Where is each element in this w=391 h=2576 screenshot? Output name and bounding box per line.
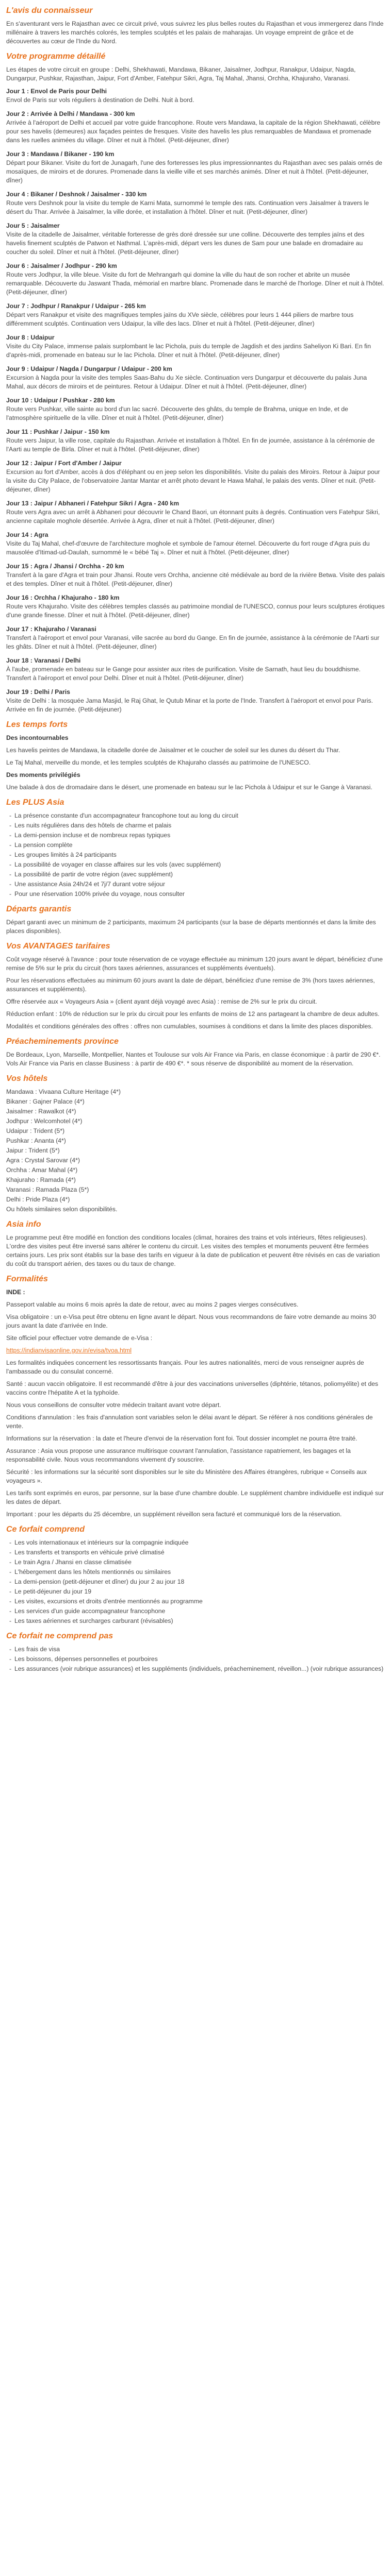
avantages-p5: Modalités et conditions générales des offres : offres non cumulables, soumises à conditions et dans la limite des places disponibles. (6, 1023, 373, 1030)
day-item (6, 688, 385, 714)
day-description: Route vers Jaipur, la ville rose, capitale du Rajasthan. Arrivée et installation à l'hôtel. En fin de journée, assistance à la cérémonie de l'Aarti au temple de Birla. Dîner et nuit à l'hôtel. (Petit-déjeuner, dîner) (6, 437, 375, 453)
day-description: Excursion à Nagda pour la visite des temples Saas-Bahu du Xe siècle. Continuation vers Dungarpur et découverte du palais Juna Mahal, aux décors de miroirs et de peintures. Retour à Udaipur. Dîner et nuit à l'hôtel. (Petit-déjeuner, dîner) (6, 374, 367, 390)
day-item (6, 87, 385, 105)
day-title: Jour 9 : Udaipur / Nagda / Dungarpur / Udaipur - 200 km (6, 365, 172, 372)
departs-text: Départ garanti avec un minimum de 2 participants, maximum 24 participants (sur la base de départs mentionnés et dans la limite des places disponibles). (6, 919, 376, 935)
section-title-formalites: Formalités (6, 1275, 48, 1283)
plus-asia-list (6, 811, 385, 899)
day-description: Arrivée à l'aéroport de Delhi et accueil par votre guide francophone. Route vers Mandawa, la capitale de la région Shekhawati, célèbre pour ses havelis (demeures) aux façades peintes de fresques. Visite des havelis les plus remarquables de Mandawa et promenade dans les ruelles animées du village. Dîner et nuit à l'hôtel. (Petit-déjeuner, dîner) (6, 119, 381, 144)
day-description: Départ vers Ranakpur et visite des magnifiques temples jaïns du XVe siècle, célèbres pour leurs 1 444 piliers de marbre tous différemment sculptés. Continuation vers Udaipur, la ville des lacs. Dîner et nuit à l'hôtel. (Petit-déjeuner, dîner) (6, 311, 354, 327)
section-departs (6, 905, 385, 936)
section-title-avantages: Vos AVANTAGES tarifaires (6, 942, 110, 951)
section-title-departs: Départs garantis (6, 905, 72, 913)
list-item: - Les boissons, dépenses personnelles et pourboires (14, 1655, 385, 1664)
section-comprend (6, 1525, 385, 1625)
section-title-plus-asia: Les PLUS Asia (6, 798, 64, 807)
day-title: Jour 10 : Udaipur / Pushkar - 280 km (6, 397, 115, 404)
list-item: - Les transferts et transports en véhicule privé climatisé (14, 1548, 385, 1557)
day-title: Jour 19 : Delhi / Paris (6, 688, 70, 696)
day-title: Jour 17 : Khajuraho / Varanasi (6, 625, 96, 633)
hotel-item: Pushkar : Ananta (4*) (6, 1137, 66, 1144)
day-description: À l'aube, promenade en bateau sur le Gange pour assister aux rites de purification. Visite de Sarnath, haut lieu du bouddhisme. Transfert à l'aéroport et envol pour Delhi. Dîner et nuit à l'hôtel. (Petit-déjeuner, dîner) (6, 666, 361, 682)
hotels-note: Ou hôtels similaires selon disponibilités. (6, 1206, 118, 1213)
hotel-item: Bikaner : Gajner Palace (4*) (6, 1098, 85, 1105)
day-item (6, 110, 385, 145)
avantages-p1: Coût voyage réservé à l'avance : pour toute réservation de ce voyage effectuée au minimum 120 jours avant le départ, bénéficiez d'une remise de 5% sur le prix du circuit (hors taxes aériennes, assurances et suppléments éventuels). (6, 956, 383, 972)
section-formalites (6, 1275, 385, 1519)
avantages-p4: Réduction enfant : 10% de réduction sur le prix du circuit pour les enfants de moins de 12 ans partageant la chambre de deux adultes. (6, 1010, 380, 1018)
list-item: - La présence constante d'un accompagnateur francophone tout au long du circuit (14, 811, 385, 820)
section-title-hotels: Vos hôtels (6, 1074, 48, 1083)
day-description: Route vers Deshnok pour la visite du temple de Karni Mata, surnommé le temple des rats. Continuation vers Jaisalmer à travers le désert du Thar. Arrivée à Jaisalmer, la ville dorée, et installation à l'hôtel. Dîner et nuit. (Petit-déjeuner, dîner) (6, 199, 369, 215)
hotel-list (6, 1088, 385, 1204)
hotel-item: Orchha : Amar Mahal (4*) (6, 1166, 78, 1174)
section-programme (6, 52, 385, 714)
hotel-item: Delhi : Pride Plaza (4*) (6, 1196, 70, 1203)
day-item (6, 150, 385, 185)
formalites-p11: Les tarifs sont exprimés en euros, par personne, sur la base d'une chambre double. Le supplément chambre individuelle est indiqué sur les dates de départ. (6, 1489, 384, 1505)
avis-text: En s'aventurant vers le Rajasthan avec ce circuit privé, vous suivrez les plus belles routes du Rajasthan et vous immergerez dans l'Inde millénaire à travers les marchés colorés, les temples sculptés et les palais de maharajas. Un voyage empreint de grâce et de découvertes au cœur de l'Inde du Nord. (6, 20, 384, 45)
comprend-pas-list (6, 1645, 385, 1673)
section-temps-forts (6, 720, 385, 792)
temps-forts-p1: Les havelis peintes de Mandawa, la citadelle dorée de Jaisalmer et le coucher de soleil sur les dunes du désert du Thar. (6, 747, 340, 754)
day-description: Départ pour Bikaner. Visite du fort de Junagarh, l'une des forteresses les plus impressionnantes du Rajasthan avec ses palais ornés de mosaïques, de miroirs et de dorures. Promenade dans la vieille ville et ses marchés animés. Dîner et nuit à l'hôtel. (Petit-déjeuner, dîner) (6, 159, 383, 184)
day-description: Route vers Agra avec un arrêt à Abhaneri pour découvrir le Chand Baori, un étonnant puits à degrés. Continuation vers Fatehpur Sikri, ancienne capitale moghole désertée. Arrivée à Agra, dîner et nuit à l'hôtel. (Petit-déjeuner, dîner) (6, 509, 380, 524)
list-item: - Pour une réservation 100% privée du voyage, nous consulter (14, 890, 385, 899)
day-title: Jour 14 : Agra (6, 531, 48, 538)
day-title: Jour 3 : Mandawa / Bikaner - 190 km (6, 150, 115, 158)
formalites-p9: Assurance : Asia vous propose une assurance multirisque couvrant l'annulation, l'assistance rapatriement, les bagages et la responsabilité civile. Nous vous recommandons vivement d'y souscrire. (6, 1447, 351, 1463)
day-title: Jour 4 : Bikaner / Deshnok / Jaisalmer - 330 km (6, 191, 147, 198)
day-description: Route vers Jodhpur, la ville bleue. Visite du fort de Mehrangarh qui domine la ville du haut de son rocher et abrite un musée remarquable. Découverte du Jaswant Thada, mémorial en marbre blanc. Promenade dans le marché de l'horloge. Dîner et nuit à l'hôtel. (Petit-déjeuner, dîner) (6, 271, 384, 296)
list-item: - La possibilité de partir de votre région (avec supplément) (14, 870, 385, 879)
hotel-item: Agra : Crystal Sarovar (4*) (6, 1157, 80, 1164)
section-avantages (6, 942, 385, 1031)
day-item (6, 190, 385, 216)
formalites-p3: Site officiel pour effectuer votre demande de e-Visa : (6, 1334, 153, 1342)
day-item (6, 365, 385, 391)
avantages-p3: Offre réservée aux « Voyageurs Asia » (client ayant déjà voyagé avec Asia) : remise de 2% sur le prix du circuit. (6, 998, 317, 1005)
section-title-temps-forts: Les temps forts (6, 720, 68, 729)
day-title: Jour 12 : Jaipur / Fort d'Amber / Jaipur (6, 460, 122, 467)
day-item (6, 222, 385, 257)
list-item: - Le petit-déjeuner du jour 19 (14, 1587, 385, 1596)
day-item (6, 499, 385, 526)
list-item: - Les nuits régulières dans des hôtels de charme et palais (14, 821, 385, 830)
day-item (6, 562, 385, 588)
list-item: - Les services d'un guide accompagnateur francophone (14, 1607, 385, 1616)
formalites-p7: Conditions d'annulation : les frais d'annulation sont variables selon le délai avant le départ. Se référer à nos conditions générales de vente. (6, 1414, 373, 1430)
day-description: Envol de Paris sur vols réguliers à destination de Delhi. Nuit à bord. (6, 96, 194, 104)
day-title: Jour 13 : Jaipur / Abhaneri / Fatehpur Sikri / Agra - 240 km (6, 500, 180, 507)
day-list (6, 87, 385, 714)
section-preacheminements (6, 1037, 385, 1068)
section-hotels (6, 1074, 385, 1214)
temps-forts-intro: Des incontournables (6, 734, 69, 741)
day-title: Jour 8 : Udaipur (6, 334, 55, 341)
section-title-asia-info: Asia info (6, 1220, 41, 1229)
programme-intro: Les étapes de votre circuit en groupe : Delhi, Shekhawati, Mandawa, Bikaner, Jaisalmer, Jodhpur, Ranakpur, Udaipur, Nagda, Dungarpur, Pushkar, Rajasthan, Jaipur, Fort d'Amber, Fatehpur Sikri, Agra, Taj Mahal, Jhansi, Orchha, Khajuraho, Varanasi. (6, 66, 356, 82)
day-title: Jour 5 : Jaisalmer (6, 222, 60, 229)
formalites-p6: Nous vous conseillons de consulter votre médecin traitant avant votre départ. (6, 1401, 221, 1409)
section-title-avis: L'avis du connaisseur (6, 6, 93, 15)
day-title: Jour 16 : Orchha / Khajuraho - 180 km (6, 594, 120, 601)
day-title: Jour 7 : Jodhpur / Ranakpur / Udaipur - 265 km (6, 302, 146, 310)
hotel-item: Udaipur : Trident (5*) (6, 1127, 65, 1134)
list-item: - Les visites, excursions et droits d'entrée mentionnés au programme (14, 1597, 385, 1606)
day-item (6, 625, 385, 651)
day-item (6, 656, 385, 683)
hotel-item: Jaipur : Trident (5*) (6, 1147, 60, 1154)
day-item (6, 396, 385, 422)
list-item: - Une assistance Asia 24h/24 et 7j/7 durant votre séjour (14, 880, 385, 889)
hotel-item: Mandawa : Vivaana Culture Heritage (4*) (6, 1088, 121, 1095)
temps-forts-p2: Le Taj Mahal, merveille du monde, et les temples sculptés de Khajuraho classés au patrimoine de l'UNESCO. (6, 759, 311, 766)
hotel-item: Varanasi : Ramada Plaza (5*) (6, 1186, 89, 1193)
day-item (6, 428, 385, 454)
section-asia-info (6, 1220, 385, 1268)
avantages-p2: Pour les réservations effectuées au minimum 60 jours avant la date de départ, bénéficiez d'une remise de 3% (hors taxes aériennes, assurances et suppléments). (6, 977, 375, 993)
day-description: Visite du City Palace, immense palais surplombant le lac Pichola, puis du temple de Jagdish et des jardins Saheliyon Ki Bari. En fin d'après-midi, promenade en bateau sur le lac Pichola. Dîner et nuit à l'hôtel. (Petit-déjeuner, dîner) (6, 343, 371, 359)
day-title: Jour 15 : Agra / Jhansi / Orchha - 20 km (6, 563, 124, 570)
list-item: - L'hébergement dans les hôtels mentionnés ou similaires (14, 1568, 385, 1577)
asia-info-text: Le programme peut être modifié en fonction des conditions locales (climat, horaires des trains et vols intérieurs, fêtes religieuses). L'ordre des visites peut être inversé sans altérer le contenu du circuit. Les visites des temples et monuments peuvent être fermées certains jours. Les prix sont établis sur la base des tarifs en vigueur à la date de publication et peuvent être révisés en cas de variation du coût du transport aérien, des taxes ou du taux de change. (6, 1234, 380, 1267)
section-title-programme: Votre programme détaillé (6, 52, 106, 61)
day-title: Jour 1 : Envol de Paris pour Delhi (6, 88, 107, 95)
day-item (6, 531, 385, 557)
day-item (6, 262, 385, 297)
section-title-preacheminements: Préacheminements province (6, 1037, 119, 1046)
list-item: - Les frais de visa (14, 1645, 385, 1654)
day-item (6, 459, 385, 494)
formalites-p5: Santé : aucun vaccin obligatoire. Il est recommandé d'être à jour des vaccinations universelles (diphtérie, tétanos, poliomyélite) et des vaccins contre l'hépatite A et la typhoïde. (6, 1380, 379, 1396)
section-plus-asia (6, 798, 385, 899)
list-item: - La possibilité de voyager en classe affaires sur les vols (avec supplément) (14, 860, 385, 869)
day-description: Route vers Khajuraho. Visite des célèbres temples classés au patrimoine mondial de l'UNESCO, connus pour leurs sculptures érotiques d'une grande finesse. Dîner et nuit à l'hôtel. (Petit-déjeuner, dîner) (6, 603, 385, 619)
hotel-item: Jaisalmer : Rawalkot (4*) (6, 1108, 76, 1115)
section-comprend-pas (6, 1632, 385, 1673)
day-description: Transfert à l'aéroport et envol pour Varanasi, ville sacrée au bord du Gange. En fin de journée, assistance à la cérémonie de l'Aarti sur les ghâts. Dîner et nuit à l'hôtel. (Petit-déjeuner, dîner) (6, 634, 380, 650)
day-description: Transfert à la gare d'Agra et train pour Jhansi. Route vers Orchha, ancienne cité médiévale au bord de la rivière Betwa. Visite des palais et des temples. Dîner et nuit à l'hôtel. (Petit-déjeuner, dîner) (6, 571, 385, 587)
formalites-p8: Informations sur la réservation : la date et l'heure d'envoi de la réservation font foi. Tout dossier incomplet ne pourra être traité. (6, 1435, 357, 1442)
day-description: Visite de Delhi : la mosquée Jama Masjid, le Raj Ghat, le Qutub Minar et la porte de l'Inde. Transfert à l'aéroport et envol pour Paris. Arrivée en fin de journée. (Petit-déjeuner) (6, 697, 373, 713)
hotel-item: Khajuraho : Ramada (4*) (6, 1176, 76, 1183)
day-title: Jour 2 : Arrivée à Delhi / Mandawa - 300 km (6, 110, 135, 117)
comprend-list (6, 1538, 385, 1625)
formalites-p1: Passeport valable au moins 6 mois après la date de retour, avec au moins 2 pages vierges consécutives. (6, 1301, 299, 1308)
formalites-p2: Visa obligatoire : un e-Visa peut être obtenu en ligne avant le départ. Nous vous recommandons de faire votre demande au moins 30 jours avant la date d'arrivée en Inde. (6, 1313, 377, 1329)
list-item: - Les assurances (voir rubrique assurances) et les suppléments (individuels, préacheminement, réveillon...) (voir rubrique assurances) (14, 1665, 385, 1673)
formalites-p12: Important : pour les départs du 25 décembre, un supplément réveillon sera facturé et communiqué lors de la réservation. (6, 1511, 342, 1518)
list-item: - La demi-pension (petit-déjeuner et dîner) du jour 2 au jour 18 (14, 1578, 385, 1586)
day-item (6, 594, 385, 620)
section-avis (6, 6, 385, 46)
formalites-p4: Les formalités indiquées concernent les ressortissants français. Pour les autres nationalités, merci de vous renseigner auprès de l'ambassade ou du consulat concerné. (6, 1359, 364, 1375)
hotel-item: Jodhpur : Welcomhotel (4*) (6, 1117, 83, 1125)
day-title: Jour 11 : Pushkar / Jaipur - 150 km (6, 428, 110, 435)
day-item (6, 302, 385, 328)
day-description: Visite de la citadelle de Jaisalmer, véritable forteresse de grès doré dressée sur une colline. Découverte des temples jaïns et des havelis finement sculptés de Patwon et Nathmal. L'après-midi, départ vers les dunes de Sam pour une balade en dromadaire au coucher du soleil. Dîner et nuit à l'hôtel. (Petit-déjeuner, dîner) (6, 231, 365, 256)
section-title-comprend: Ce forfait comprend (6, 1525, 85, 1534)
list-item: - Les taxes aériennes et surcharges carburant (révisables) (14, 1617, 385, 1625)
temps-forts-p3: Des moments privilégiés (6, 771, 80, 778)
list-item: - Les vols internationaux et intérieurs sur la compagnie indiquée (14, 1538, 385, 1547)
day-description: Excursion au fort d'Amber, accès à dos d'éléphant ou en jeep selon les disponibilités. Visite du palais des Miroirs. Retour à Jaipur pour la visite du City Palace, de l'observatoire Jantar Mantar et arrêt photo devant le Hawa Mahal, le palais des vents. Dîner et nuit. (Petit-déjeuner, dîner) (6, 468, 380, 493)
formalites-subtitle: INDE : (6, 1289, 25, 1296)
list-item: - La demi-pension incluse et de nombreux repas typiques (14, 831, 385, 840)
day-title: Jour 18 : Varanasi / Delhi (6, 657, 81, 664)
section-title-comprend-pas: Ce forfait ne comprend pas (6, 1632, 113, 1640)
list-item: - Le train Agra / Jhansi en classe climatisée (14, 1558, 385, 1567)
formalites-p10: Sécurité : les informations sur la sécurité sont disponibles sur le site du Ministère des Affaires étrangères, rubrique « Conseils aux voyageurs ». (6, 1468, 367, 1484)
temps-forts-p4: Une balade à dos de dromadaire dans le désert, une promenade en bateau sur le lac Pichola à Udaipur et sur le Gange à Varanasi. (6, 784, 372, 791)
list-item: - Les groupes limités à 24 participants (14, 851, 385, 859)
list-item: - La pension complète (14, 841, 385, 850)
day-item (6, 333, 385, 360)
preacheminements-text: De Bordeaux, Lyon, Marseille, Montpellier, Nantes et Toulouse sur vols Air France via Paris, en classe économique : à partir de 290 €*. Vols Air France via Paris en classe Business : à partir de 490 €*. * sous réserve de disponibilité au moment de la réservation. (6, 1051, 381, 1067)
evisa-link[interactable]: https://indianvisaonline.gov.in/evisa/tvoa.html (6, 1347, 132, 1354)
day-description: Visite du Taj Mahal, chef-d'œuvre de l'architecture moghole et symbole de l'amour éternel. Découverte du fort rouge d'Agra puis du mausolée d'Itimad-ud-Daulah, surnommé le « bébé Taj ». Dîner et nuit à l'hôtel. (Petit-déjeuner, dîner) (6, 540, 370, 556)
day-title: Jour 6 : Jaisalmer / Jodhpur - 290 km (6, 262, 117, 269)
day-description: Route vers Pushkar, ville sainte au bord d'un lac sacré. Découverte des ghâts, du temple de Brahma, unique en Inde, et de l'atmosphère spirituelle de la ville. Dîner et nuit à l'hôtel. (Petit-déjeuner, dîner) (6, 405, 348, 421)
